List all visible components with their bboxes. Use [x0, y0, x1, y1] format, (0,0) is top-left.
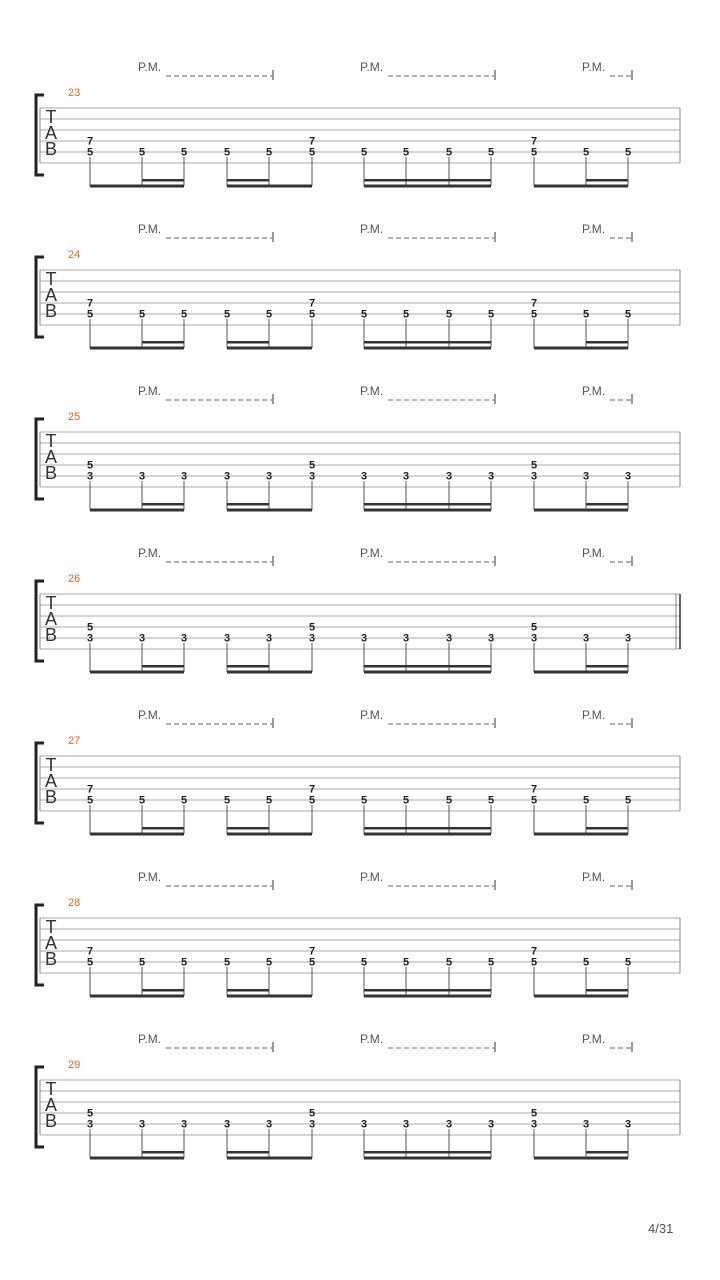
- tab-system: [36, 60, 680, 188]
- fret-number: 5: [445, 794, 453, 807]
- fret-number: 7: [530, 945, 538, 958]
- beam: [534, 1157, 628, 1160]
- beam: [364, 509, 491, 512]
- fret-number: 3: [487, 632, 495, 645]
- fret-number: 5: [624, 794, 632, 807]
- fret-number: 5: [487, 794, 495, 807]
- beam: [364, 827, 491, 830]
- measure-number: 27: [68, 735, 81, 747]
- fret-number: 3: [402, 1118, 410, 1131]
- fret-number: 3: [308, 470, 316, 483]
- fret-number: 5: [445, 308, 453, 321]
- fret-number: 5: [265, 308, 273, 321]
- fret-number: 5: [360, 956, 368, 969]
- fret-number: 5: [86, 308, 94, 321]
- beam: [90, 833, 184, 836]
- tab-clef-letter: B: [44, 301, 58, 321]
- fret-number: 5: [223, 308, 231, 321]
- fret-number: 5: [445, 956, 453, 969]
- beam: [364, 503, 491, 506]
- tab-system: [36, 384, 680, 512]
- fret-number: 7: [308, 135, 316, 148]
- beam: [586, 665, 628, 668]
- measure-number: 29: [68, 1059, 81, 1071]
- palm-mute-label: P.M.: [138, 1032, 162, 1046]
- beam: [227, 989, 269, 992]
- fret-number: 3: [180, 470, 188, 483]
- fret-number: 7: [86, 135, 94, 148]
- beam: [142, 503, 184, 506]
- measure-number: 23: [68, 87, 81, 99]
- fret-number: 5: [402, 956, 410, 969]
- fret-number: 7: [86, 297, 94, 310]
- beam: [90, 995, 184, 998]
- fret-number: 3: [445, 470, 453, 483]
- beam: [364, 1151, 491, 1154]
- tab-clef-letter: A: [44, 933, 58, 953]
- palm-mute-label: P.M.: [582, 222, 606, 236]
- fret-number: 3: [402, 470, 410, 483]
- palm-mute-label: P.M.: [582, 60, 606, 74]
- fret-number: 5: [265, 956, 273, 969]
- fret-number: 5: [487, 146, 495, 159]
- beam: [227, 827, 269, 830]
- beam: [364, 833, 491, 836]
- palm-mute-label: P.M.: [360, 384, 384, 398]
- tab-system: [36, 870, 680, 998]
- fret-number: 5: [180, 146, 188, 159]
- fret-number: 5: [360, 308, 368, 321]
- fret-number: 5: [582, 146, 590, 159]
- fret-number: 5: [86, 794, 94, 807]
- palm-mute-label: P.M.: [582, 870, 606, 884]
- fret-number: 5: [308, 1107, 316, 1120]
- palm-mute-label: P.M.: [360, 60, 384, 74]
- tab-clef-letter: A: [44, 771, 58, 791]
- fret-number: 5: [487, 308, 495, 321]
- fret-number: 3: [223, 1118, 231, 1131]
- fret-number: 3: [360, 470, 368, 483]
- beam: [227, 185, 312, 188]
- fret-number: 7: [308, 783, 316, 796]
- palm-mute-label: P.M.: [360, 870, 384, 884]
- fret-number: 5: [530, 621, 538, 634]
- palm-mute-label: P.M.: [582, 384, 606, 398]
- fret-number: 5: [265, 146, 273, 159]
- measure-number: 25: [68, 411, 81, 423]
- beam: [586, 341, 628, 344]
- fret-number: 5: [530, 794, 538, 807]
- fret-number: 5: [180, 794, 188, 807]
- fret-number: 5: [360, 794, 368, 807]
- beam: [534, 509, 628, 512]
- fret-number: 5: [138, 146, 146, 159]
- fret-number: 7: [530, 135, 538, 148]
- fret-number: 3: [582, 632, 590, 645]
- beam: [227, 1151, 269, 1154]
- tab-clef-letter: B: [44, 949, 58, 969]
- fret-number: 5: [308, 308, 316, 321]
- fret-number: 3: [582, 1118, 590, 1131]
- fret-number: 3: [402, 632, 410, 645]
- beam: [142, 827, 184, 830]
- fret-number: 3: [624, 470, 632, 483]
- fret-number: 3: [530, 632, 538, 645]
- fret-number: 5: [530, 1107, 538, 1120]
- tab-clef-letter: B: [44, 625, 58, 645]
- fret-number: 5: [180, 956, 188, 969]
- tab-clef-letter: B: [44, 787, 58, 807]
- fret-number: 5: [138, 308, 146, 321]
- fret-number: 7: [86, 945, 94, 958]
- beam: [142, 341, 184, 344]
- beam: [364, 341, 491, 344]
- beam: [227, 341, 269, 344]
- palm-mute-label: P.M.: [360, 222, 384, 236]
- tab-clef-letter: A: [44, 1095, 58, 1115]
- tab-system: [36, 222, 680, 350]
- tab-clef-letter: T: [45, 593, 57, 613]
- tab-clef-letter: T: [45, 755, 57, 775]
- fret-number: 5: [624, 146, 632, 159]
- beam: [586, 1151, 628, 1154]
- palm-mute-label: P.M.: [582, 546, 606, 560]
- fret-number: 7: [530, 783, 538, 796]
- beam: [364, 1157, 491, 1160]
- beam: [364, 185, 491, 188]
- beam: [90, 347, 184, 350]
- palm-mute-label: P.M.: [138, 222, 162, 236]
- fret-number: 3: [86, 470, 94, 483]
- fret-number: 5: [624, 308, 632, 321]
- fret-number: 5: [86, 956, 94, 969]
- beam: [364, 989, 491, 992]
- fret-number: 3: [487, 470, 495, 483]
- beam: [364, 671, 491, 674]
- fret-number: 3: [138, 1118, 146, 1131]
- fret-number: 3: [265, 470, 273, 483]
- fret-number: 5: [138, 794, 146, 807]
- fret-number: 3: [360, 632, 368, 645]
- beam: [227, 671, 312, 674]
- beam: [90, 671, 184, 674]
- fret-number: 5: [530, 146, 538, 159]
- fret-number: 3: [582, 470, 590, 483]
- beam: [534, 185, 628, 188]
- palm-mute-label: P.M.: [138, 708, 162, 722]
- fret-number: 3: [360, 1118, 368, 1131]
- beam: [586, 179, 628, 182]
- beam: [586, 503, 628, 506]
- fret-number: 3: [265, 1118, 273, 1131]
- fret-number: 5: [308, 794, 316, 807]
- beam: [364, 665, 491, 668]
- tab-clef-letter: B: [44, 1111, 58, 1131]
- tab-clef-letter: T: [45, 917, 57, 937]
- tab-clef-letter: A: [44, 285, 58, 305]
- beam: [364, 179, 491, 182]
- fret-number: 3: [624, 1118, 632, 1131]
- fret-number: 3: [445, 632, 453, 645]
- fret-number: 3: [308, 632, 316, 645]
- fret-number: 5: [624, 956, 632, 969]
- tab-clef-letter: A: [44, 123, 58, 143]
- fret-number: 3: [180, 632, 188, 645]
- palm-mute-label: P.M.: [360, 1032, 384, 1046]
- tab-clef-letter: T: [45, 269, 57, 289]
- beam: [586, 827, 628, 830]
- beam: [90, 185, 184, 188]
- fret-number: 7: [530, 297, 538, 310]
- fret-number: 5: [530, 308, 538, 321]
- measure-number: 24: [68, 249, 81, 261]
- fret-number: 3: [223, 470, 231, 483]
- fret-number: 3: [445, 1118, 453, 1131]
- beam: [534, 833, 628, 836]
- fret-number: 3: [530, 1118, 538, 1131]
- fret-number: 5: [86, 621, 94, 634]
- beam: [227, 347, 312, 350]
- fret-number: 5: [487, 956, 495, 969]
- beam: [227, 509, 312, 512]
- beam: [142, 665, 184, 668]
- measure-number: 26: [68, 573, 81, 585]
- tab-system: [36, 708, 680, 836]
- fret-number: 3: [530, 470, 538, 483]
- palm-mute-label: P.M.: [138, 870, 162, 884]
- palm-mute-label: P.M.: [360, 708, 384, 722]
- palm-mute-label: P.M.: [582, 708, 606, 722]
- tab-system: [36, 1032, 680, 1160]
- beam: [227, 665, 269, 668]
- beam: [534, 671, 628, 674]
- fret-number: 7: [308, 945, 316, 958]
- fret-number: 5: [308, 459, 316, 472]
- fret-number: 5: [402, 794, 410, 807]
- palm-mute-label: P.M.: [138, 384, 162, 398]
- fret-number: 5: [308, 621, 316, 634]
- fret-number: 5: [530, 459, 538, 472]
- fret-number: 5: [265, 794, 273, 807]
- tab-clef-letter: T: [45, 1079, 57, 1099]
- fret-number: 3: [265, 632, 273, 645]
- beam: [142, 1151, 184, 1154]
- fret-number: 5: [138, 956, 146, 969]
- fret-number: 5: [582, 308, 590, 321]
- beam: [227, 1157, 312, 1160]
- fret-number: 7: [86, 783, 94, 796]
- palm-mute-label: P.M.: [582, 1032, 606, 1046]
- beam: [227, 179, 269, 182]
- fret-number: 5: [180, 308, 188, 321]
- fret-number: 5: [402, 146, 410, 159]
- fret-number: 5: [223, 794, 231, 807]
- fret-number: 3: [138, 470, 146, 483]
- palm-mute-label: P.M.: [138, 60, 162, 74]
- fret-number: 5: [223, 956, 231, 969]
- fret-number: 5: [223, 146, 231, 159]
- beam: [227, 833, 312, 836]
- tab-system: [36, 546, 680, 674]
- beam: [534, 347, 628, 350]
- fret-number: 5: [308, 146, 316, 159]
- fret-number: 5: [360, 146, 368, 159]
- beam: [227, 995, 312, 998]
- beam: [227, 503, 269, 506]
- page-number: 4/31: [648, 1221, 674, 1236]
- fret-number: 5: [86, 1107, 94, 1120]
- measure-number: 28: [68, 897, 81, 909]
- fret-number: 5: [445, 146, 453, 159]
- beam: [586, 989, 628, 992]
- fret-number: 3: [86, 632, 94, 645]
- beam: [142, 179, 184, 182]
- tab-clef-letter: B: [44, 463, 58, 483]
- fret-number: 3: [86, 1118, 94, 1131]
- beam: [364, 347, 491, 350]
- palm-mute-label: P.M.: [360, 546, 384, 560]
- fret-number: 5: [582, 794, 590, 807]
- beam: [534, 995, 628, 998]
- palm-mute-label: P.M.: [138, 546, 162, 560]
- beam: [364, 995, 491, 998]
- fret-number: 3: [138, 632, 146, 645]
- beam: [142, 989, 184, 992]
- tab-clef-letter: B: [44, 139, 58, 159]
- tab-clef-letter: T: [45, 431, 57, 451]
- tab-clef-letter: A: [44, 609, 58, 629]
- tab-clef-letter: A: [44, 447, 58, 467]
- fret-number: 5: [308, 956, 316, 969]
- beam: [90, 509, 184, 512]
- fret-number: 3: [180, 1118, 188, 1131]
- fret-number: 3: [624, 632, 632, 645]
- fret-number: 3: [308, 1118, 316, 1131]
- fret-number: 3: [223, 632, 231, 645]
- fret-number: 5: [530, 956, 538, 969]
- fret-number: 3: [487, 1118, 495, 1131]
- fret-number: 5: [86, 459, 94, 472]
- fret-number: 5: [402, 308, 410, 321]
- fret-number: 5: [86, 146, 94, 159]
- fret-number: 7: [308, 297, 316, 310]
- tab-clef-letter: T: [45, 107, 57, 127]
- beam: [90, 1157, 184, 1160]
- fret-number: 5: [582, 956, 590, 969]
